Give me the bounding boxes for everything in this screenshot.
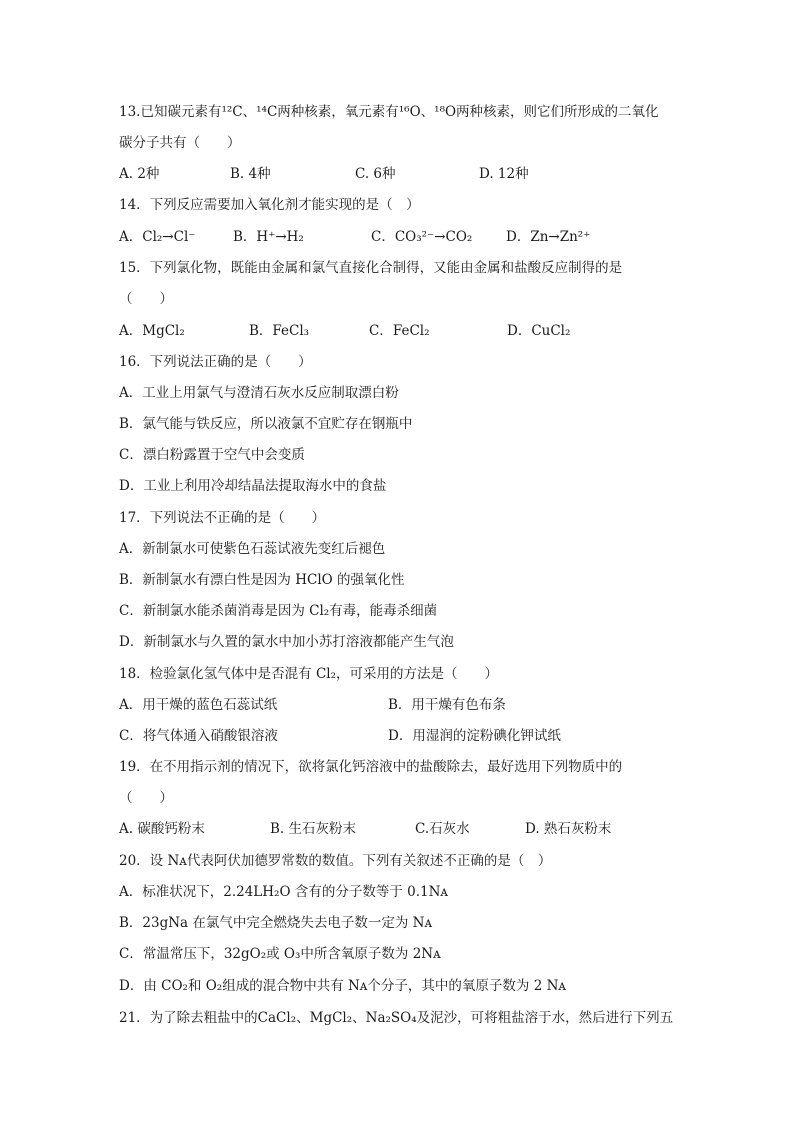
question-17-option-d: D．新制氯水与久置的氯水中加小苏打溶液都能产生气泡 xyxy=(119,634,454,650)
question-16-option-b: B．氯气能与铁反应，所以液氯不宜贮存在钢瓶中 xyxy=(119,416,413,432)
question-18-options-row2 xyxy=(119,726,719,746)
question-14-option-c: C．CO₃²⁻→CO₂ xyxy=(371,229,473,245)
question-17-stem: 17．下列说法不正确的是（ ） xyxy=(119,510,326,526)
question-13-option-d: D. 12种 xyxy=(479,166,529,182)
question-13-option-c: C. 6种 xyxy=(355,166,396,182)
question-15-option-c: C．FeCl₂ xyxy=(369,323,430,339)
question-15-stem-line1: 15．下列氯化物，既能由金属和氯气直接化合制得，又能由金属和盐酸反应制得的是 xyxy=(119,260,623,276)
question-19-option-b: B. 生石灰粉末 xyxy=(270,821,357,837)
question-18-option-b: B．用干燥有色布条 xyxy=(388,697,506,713)
question-13-options xyxy=(119,164,719,184)
question-19-option-c: C.石灰水 xyxy=(415,821,470,837)
question-14-options xyxy=(119,227,719,247)
question-13-option-b: B. 4种 xyxy=(230,166,271,182)
question-16-option-c: C．漂白粉露置于空气中会变质 xyxy=(119,447,305,463)
question-19-options xyxy=(119,819,719,839)
question-17-option-b: B．新制氯水有漂白性是因为 HClO 的强氧化性 xyxy=(119,572,405,588)
question-18-stem: 18．检验氯化氢气体中是否混有 Cl₂，可采用的方法是（ ） xyxy=(119,666,499,682)
question-19-stem-line2: （ ） xyxy=(119,790,173,806)
question-15-option-b: B．FeCl₃ xyxy=(249,323,310,339)
question-14-option-b: B．H⁺→H₂ xyxy=(233,229,304,245)
question-18-options-row1 xyxy=(119,695,719,715)
question-13-stem-line2: 碳分子共有（ ） xyxy=(119,135,241,151)
question-13-option-a: A. 2种 xyxy=(119,166,160,182)
question-15-options xyxy=(119,321,719,341)
question-18-option-a: A．用干燥的蓝色石蕊试纸 xyxy=(119,697,278,713)
question-15-stem-line2: （ ） xyxy=(119,291,173,307)
question-19-stem-line1: 19．在不用指示剂的情况下，欲将氯化钙溶液中的盐酸除去，最好选用下列物质中的 xyxy=(119,759,623,775)
question-17-option-c: C．新制氯水能杀菌消毒是因为 Cl₂有毒，能毒杀细菌 xyxy=(119,603,438,619)
question-21-stem-line1: 21．为了除去粗盐中的CaCl₂、MgCl₂、Na₂SO₄及泥沙，可将粗盐溶于水，然后进行下列五 xyxy=(119,1010,674,1026)
question-14-stem: 14．下列反应需要加入氧化剂才能实现的是（ ） xyxy=(119,197,420,213)
question-20-option-c: C．常温常压下，32gO₂或 O₃中所含氧原子数为 2Nᴀ xyxy=(119,946,441,962)
question-17-option-a: A．新制氯水可使紫色石蕊试液先变红后褪色 xyxy=(119,541,386,557)
question-20-option-d: D．由 CO₂和 O₂组成的混合物中共有 Nᴀ个分子，其中的氧原子数为 2 Nᴀ xyxy=(119,978,567,994)
question-15-option-d: D．CuCl₂ xyxy=(507,323,571,339)
question-16-option-d: D．工业上利用冷却结晶法提取海水中的食盐 xyxy=(119,478,387,494)
question-18-option-c: C．将气体通入硝酸银溶液 xyxy=(119,728,278,744)
question-14-option-d: D．Zn→Zn²⁺ xyxy=(506,229,591,245)
question-20-option-b: B．23gNa 在氯气中完全燃烧失去电子数一定为 Nᴀ xyxy=(119,915,433,931)
question-13-stem-line1: 13.已知碳元素有¹²C、¹⁴C两种核素，氧元素有¹⁶O、¹⁸O两种核素，则它们所形成的二氧化 xyxy=(119,104,659,120)
question-20-option-a: A．标准状况下，2.24LH₂O 含有的分子数等于 0.1Nᴀ xyxy=(119,884,449,900)
question-16-stem: 16．下列说法正确的是（ ） xyxy=(119,354,312,370)
question-15-option-a: A．MgCl₂ xyxy=(119,323,185,339)
question-19-option-a: A. 碳酸钙粉末 xyxy=(119,821,205,837)
question-18-option-d: D．用湿润的淀粉碘化钾试纸 xyxy=(388,728,561,744)
question-20-stem: 20．设 Nᴀ代表阿伏加德罗常数的数值。下列有关叙述不正确的是（ ） xyxy=(119,853,552,869)
question-16-option-a: A．工业上用氯气与澄清石灰水反应制取漂白粉 xyxy=(119,385,399,401)
question-14-option-a: A．Cl₂→Cl⁻ xyxy=(119,229,196,245)
question-19-option-d: D. 熟石灰粉末 xyxy=(525,821,612,837)
